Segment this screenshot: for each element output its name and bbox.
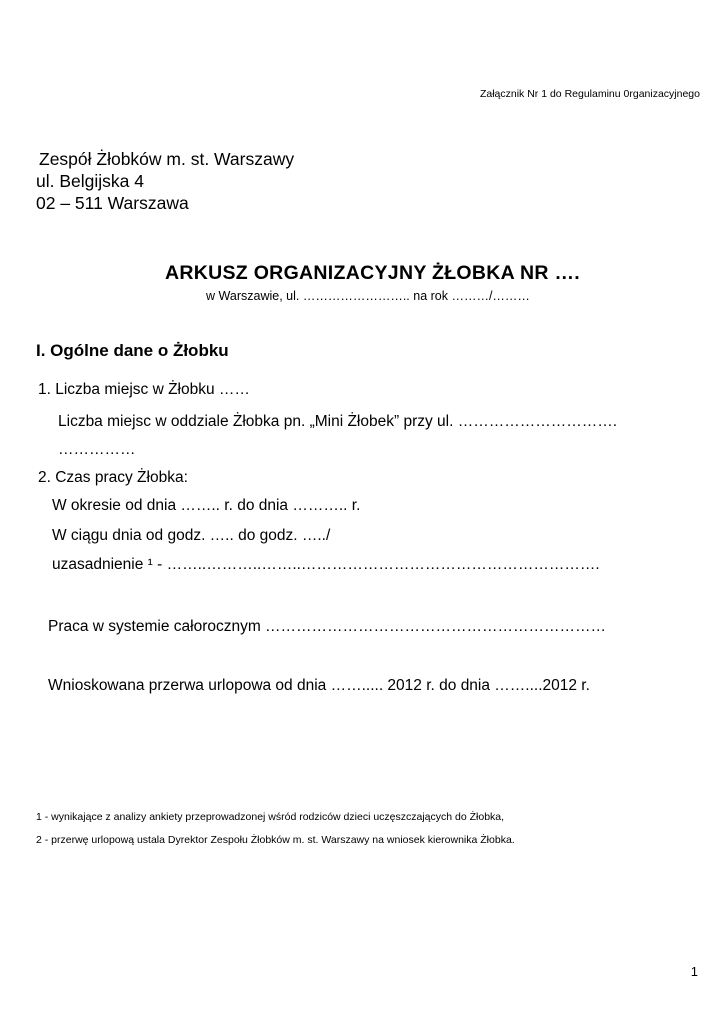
- footnote-1: 1 - wynikające z analizy ankiety przeprowadzonej wśród rodziców dzieci uczęszczających do Żłobka,: [36, 811, 505, 823]
- attachment-note: Załącznik Nr 1 do Regulaminu 0rganizacyjnego: [479, 88, 700, 100]
- mini-nursery-places-continuation: ……………: [58, 441, 136, 458]
- address-line-street: ul. Belgijska 4: [36, 171, 144, 191]
- period-line: W okresie od dnia …….. r. do dnia ……….. r.: [52, 497, 361, 514]
- justification-line: uzasadnienie ¹ - ……..………..……..………………………………………………….: [52, 556, 600, 573]
- places-count-line: 1. Liczba miejsc w Żłobku ……: [38, 381, 250, 398]
- vacation-break-line: Wnioskowana przerwa urlopowa od dnia ……..... 2012 r. do dnia ……....2012 r.: [48, 677, 590, 694]
- document-title: ARKUSZ ORGANIZACYJNY ŻŁOBKA NR ….: [164, 262, 581, 284]
- year-round-line: Praca w systemie całorocznym …………………………………………………………: [48, 618, 607, 635]
- footnote-2: 2 - przerwę urlopową ustala Dyrektor Zespołu Żłobków m. st. Warszawy na wniosek kierownika Żłobka.: [36, 834, 515, 846]
- address-line-organization: Zespół Żłobków m. st. Warszawy: [39, 149, 295, 169]
- document-subtitle: w Warszawie, ul. …………………….. na rok ………/………: [206, 289, 530, 303]
- section-heading: I. Ogólne dane o Żłobku: [36, 341, 229, 360]
- daily-hours-line: W ciągu dnia od godz. ….. do godz. …../: [52, 527, 331, 544]
- page-number: 1: [690, 964, 698, 979]
- mini-nursery-places-line: Liczba miejsc w oddziale Żłobka pn. „Mini Żłobek” przy ul. ………………………….: [58, 413, 618, 430]
- address-line-city: 02 – 511 Warszawa: [36, 193, 189, 213]
- working-hours-heading: 2. Czas pracy Żłobka:: [38, 469, 188, 486]
